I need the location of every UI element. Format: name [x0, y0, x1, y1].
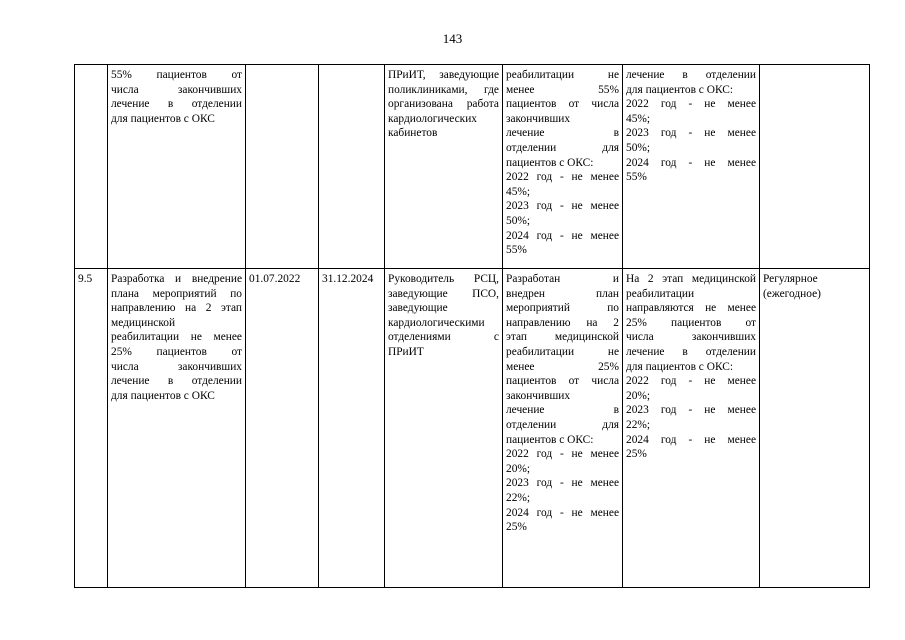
- text-line: лечение в отделении: [626, 345, 756, 358]
- cell-responsible: [385, 269, 503, 588]
- cell-end-date: 31.12.2024: [319, 269, 385, 588]
- text-line: 50%;: [626, 141, 651, 154]
- text-line: реабилитации не: [506, 69, 619, 81]
- cell-end-date: [319, 65, 385, 269]
- text-line: Разработка и внедрение: [111, 273, 242, 285]
- text-line: закончивших: [506, 389, 571, 402]
- text-line: для пациентов с ОКС: [111, 112, 215, 125]
- cell-result: [503, 65, 623, 269]
- text-line: 2023 год - не менее: [506, 200, 619, 213]
- cell-num: [75, 65, 108, 269]
- text-line: 55% пациентов от: [111, 69, 242, 81]
- page-number: 143: [442, 31, 463, 46]
- text-line: 2022 год - не менее: [626, 98, 756, 111]
- text-line: 2024 год - не менее: [626, 433, 756, 446]
- text-line: лечение в отделении: [111, 375, 242, 388]
- text-line: лечение в отделении: [626, 69, 756, 81]
- cell-result: [503, 269, 623, 588]
- text-line: На 2 этап медицинской: [626, 273, 756, 285]
- text-line: 55%: [506, 244, 527, 257]
- text-line: менее 55%: [506, 83, 619, 96]
- text-line: для пациентов с ОКС:: [626, 360, 734, 373]
- text-line: числа закончивших: [626, 331, 756, 344]
- text-line: ПРиИТ, заведующие: [388, 69, 499, 81]
- cell-start-date: [246, 65, 319, 269]
- text-line: лечение в отделении: [111, 98, 242, 111]
- text-line: 25%: [626, 448, 647, 461]
- cell-num: 9.5: [75, 269, 108, 588]
- text-line: плана мероприятий по: [111, 287, 242, 300]
- cell-indicator: [623, 65, 760, 269]
- text-line: закончивших: [506, 112, 571, 125]
- text-line: организована работа: [388, 98, 499, 111]
- text-line: числа закончивших: [111, 360, 242, 373]
- table-row: [75, 65, 870, 269]
- text-line: лечение в: [506, 127, 619, 140]
- text-line: Разработан и: [506, 273, 619, 285]
- cell-frequency: [760, 269, 870, 588]
- text-line: пациентов с ОКС:: [506, 156, 594, 169]
- text-line: отделении для: [506, 141, 619, 154]
- text-line: 2023 год - не менее: [506, 477, 619, 490]
- text-line: кабинетов: [388, 127, 438, 140]
- text-line: пациентов от числа: [506, 375, 619, 388]
- text-line: для пациентов с ОКС: [111, 389, 215, 402]
- text-line: направлению на 2 этап: [111, 302, 242, 315]
- text-line: направляются не менее: [626, 302, 756, 315]
- text-line: 2024 год - не менее: [506, 229, 619, 242]
- text-line: отделениями с: [388, 331, 499, 344]
- text-line: этап медицинской: [506, 331, 619, 344]
- text-line: направлению на 2: [506, 316, 619, 329]
- text-line: 22%;: [626, 418, 651, 431]
- text-line: 2024 год - не менее: [506, 506, 619, 519]
- text-line: 25% пациентов от: [111, 345, 242, 358]
- text-line: 20%;: [626, 389, 651, 402]
- text-line: 2022 год - не менее: [506, 171, 619, 184]
- text-line: внедрен план: [506, 287, 619, 300]
- text-line: поликлиниками, где: [388, 83, 499, 96]
- text-line: заведующие ПСО,: [388, 287, 499, 300]
- text-line: 2023 год - не менее: [626, 404, 756, 417]
- text-line: 55%: [626, 171, 647, 184]
- cell-start-date: 01.07.2022: [246, 269, 319, 588]
- text-line: пациентов от числа: [506, 98, 619, 111]
- text-line: для пациентов с ОКС:: [626, 83, 734, 96]
- text-line: реабилитации не менее: [111, 331, 242, 344]
- text-line: 2022 год - не менее: [626, 375, 756, 388]
- cell-frequency: [760, 65, 870, 269]
- cell-event: [108, 269, 246, 588]
- text-line: 2024 год - не менее: [626, 156, 756, 169]
- cell-event: [108, 65, 246, 269]
- text-line: отделении для: [506, 418, 619, 431]
- text-line: 2022 год - не менее: [506, 448, 619, 461]
- text-line: 2023 год - не менее: [626, 127, 756, 140]
- text-line: числа закончивших: [111, 83, 242, 96]
- text-line: заведующие: [388, 302, 448, 315]
- text-line: 50%;: [506, 214, 531, 227]
- text-line: 22%;: [506, 491, 531, 504]
- text-line: мероприятий по: [506, 302, 619, 315]
- cell-responsible: [385, 65, 503, 269]
- plan-table: [74, 64, 870, 588]
- text-line: менее 25%: [506, 360, 619, 373]
- text-line: кардиологическими: [388, 316, 485, 329]
- text-line: медицинской: [111, 316, 176, 329]
- text-line: кардиологических: [388, 112, 477, 125]
- text-line: Регулярное: [763, 273, 818, 285]
- text-line: реабилитации: [626, 287, 695, 300]
- text-line: 25%: [506, 521, 527, 534]
- text-line: ПРиИТ: [388, 345, 424, 358]
- text-line: (ежегодное): [763, 287, 821, 300]
- text-line: реабилитации не: [506, 345, 619, 358]
- cell-indicator: [623, 269, 760, 588]
- table-row: [75, 269, 870, 588]
- text-line: лечение в: [506, 404, 619, 417]
- text-line: Руководитель РСЦ,: [388, 273, 499, 285]
- text-line: 25% пациентов от: [626, 316, 756, 329]
- text-line: 45%;: [506, 185, 531, 198]
- text-line: пациентов с ОКС:: [506, 433, 594, 446]
- text-line: 45%;: [626, 112, 651, 125]
- text-line: 20%;: [506, 462, 531, 475]
